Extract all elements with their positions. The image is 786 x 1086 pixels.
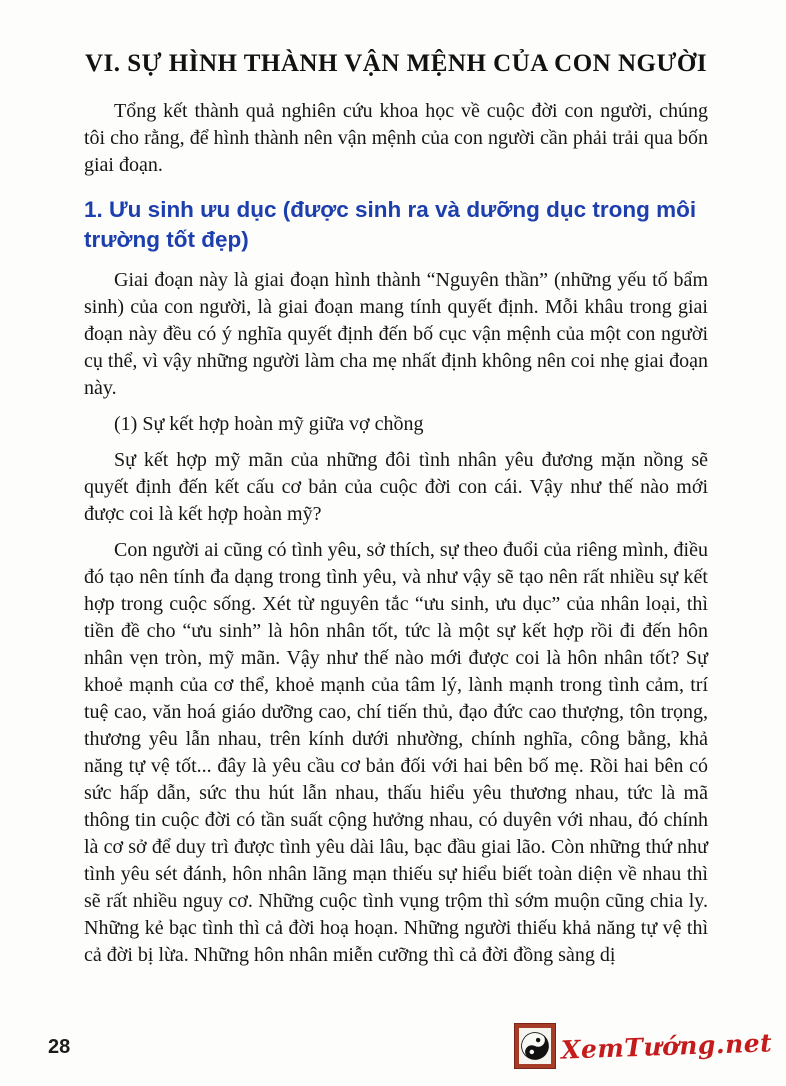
watermark-text: XemTướng.net	[560, 1027, 773, 1065]
paragraph: Giai đoạn này là giai đoạn hình thành “Nguyên thần” (những yếu tố bẩm sinh) của con người, là giai đoạn mang tính quyết định. Mỗi khâu trong giai đoạn này đều có ý nghĩa quyết định đến bố cục vận mệnh của một con người cụ thể, vì vậy những người làm cha mẹ nhất định không nên coi nhẹ giai đoạn này.	[84, 269, 708, 399]
page-number: 28	[48, 1036, 71, 1058]
subitem-heading: (1) Sự kết hợp hoàn mỹ giữa vợ chồng	[114, 413, 424, 435]
paragraph: Con người ai cũng có tình yêu, sở thích, sự theo đuổi của riêng mình, điều đó tạo nên tính đa dạng trong tình yêu, và như vậy sẽ tạo nên rất nhiều sự kết hợp trong cuộc sống. Xét từ nguyên tắc “ưu sinh, ưu dục” của nhân loại, thì tiền đề cho “ưu sinh” là hôn nhân tốt, tức là một sự kết hợp rồi đi đến hôn nhân vẹn tròn, mỹ mãn. Vậy như thế nào mới được coi là hôn nhân tốt? Sự khoẻ mạnh của cơ thể, khoẻ mạnh của tâm lý, lành mạnh trong tình cảm, trí tuệ cao, văn hoá giáo dưỡng cao, chí tiến thủ, đạo đức cao thượng, tôn trọng, thương yêu lẫn nhau, trên kính dưới nhường, chính nghĩa, công bằng, khả năng tự vệ tốt... đây là yêu cầu cơ bản đối với hai bên bố mẹ. Rồi hai bên có sức hấp dẫn, sức thu hút lẫn nhau, thấu hiểu yêu thương nhau, tức là mã thông tin cuộc đời có tần suất cộng hưởng nhau, có duyên với nhau, đó chính là cơ sở để duy trì được tình yêu dài lâu, bạc đầu giai lão. Còn những thứ như tình yêu sét đánh, hôn nhân lãng mạn thiếu sự hiểu biết toàn diện về nhau thì sẽ rất nhiều nguy cơ. Những cuộc tình vụng trộm thì sớm muộn cũng chia ly. Những kẻ bạc tình thì cả đời hoạ hoạn. Những người thiếu khả năng tự vệ thì cả đời bị lừa. Những hôn nhân miễn cưỡng thì cả đời đồng sàng dị	[84, 539, 708, 966]
page-footer	[0, 1022, 786, 1086]
section-heading: 1. Ưu sinh ưu dục (được sinh ra và dưỡng dục trong môi trường tốt đẹp)	[84, 197, 697, 252]
watermark-logo[interactable]	[515, 1024, 772, 1068]
yin-yang-icon	[515, 1024, 555, 1068]
page-title: VI. SỰ HÌNH THÀNH VẬN MỆNH CỦA CON NGƯỜI	[84, 50, 708, 77]
paragraph: Sự kết hợp mỹ mãn của những đôi tình nhân yêu đương mặn nồng sẽ quyết định đến kết cấu cơ bản của cuộc đời con cái. Vậy như thế nào mới được coi là kết hợp hoàn mỹ?	[84, 449, 708, 525]
intro-paragraph: Tổng kết thành quả nghiên cứu khoa học về cuộc đời con người, chúng tôi cho rằng, để hình thành nên vận mệnh của con người cần phải trải qua bốn giai đoạn.	[84, 100, 708, 176]
